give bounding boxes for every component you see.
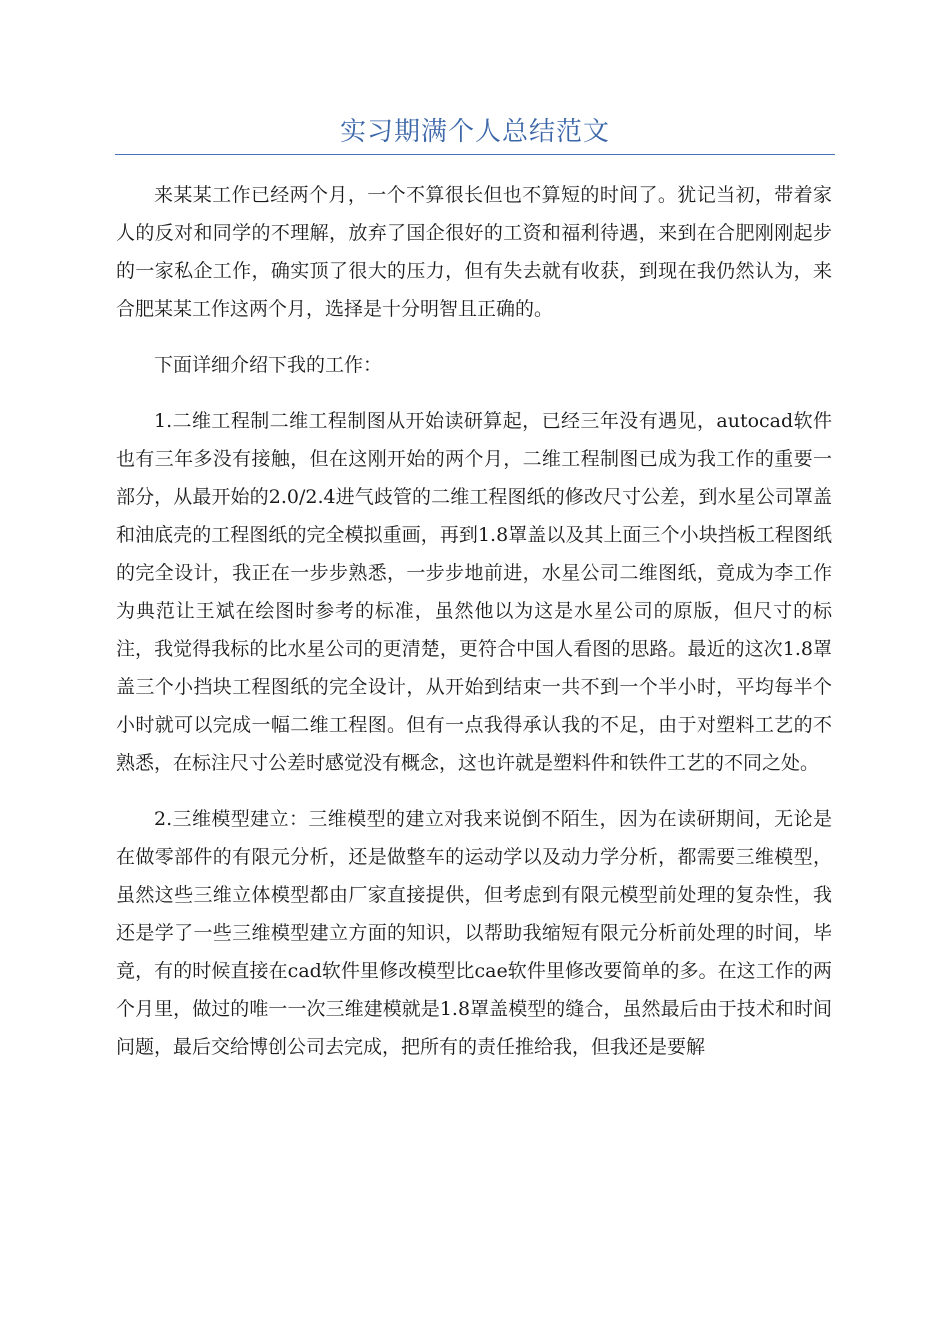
paragraph-3d-model: 2.三维模型建立：三维模型的建立对我来说倒不陌生，因为在读研期间，无论是在做零部件的有限元分析，还是做整车的运动学以及动力学分析，都需要三维模型，虽然这些三维立体模型都由厂家直接提供，但考虑到有限元模型前处理的复杂性，我还是学了一些三维模型建立方面的知识，以帮助我缩短有限元分析前处理的时间，毕竟，有的时候直接在cad软件里修改模型比cae软件里修改要简单的多。在这工作的两个月里，做过的唯一一次三维建模就是1.8罩盖模型的缝合，虽然最后由于技术和时间问题，最后交给博创公司去完成，把所有的责任推给我，但我还是要解 (116, 808, 832, 1058)
paragraph-heading: 下面详细介绍下我的工作： (154, 354, 383, 376)
title-underline (115, 154, 835, 155)
page-title: 实习期满个人总结范文 (339, 117, 610, 147)
paragraph-2d-drawing: 1.二维工程制二维工程制图从开始读研算起，已经三年没有遇见，autocad软件也有三年多没有接触，但在这刚开始的两个月，二维工程制图已成为我工作的重要一部分，从最开始的2.0/2.4进气歧管的二维工程图纸的修改尺寸公差，到水星公司罩盖和油底壳的工程图纸的完全模拟重画，再到1.8罩盖以及其上面三个小块挡板工程图纸的完全设计，我正在一步步熟悉，一步步地前进，水星公司二维图纸，竟成为李工作为典范让王斌在绘图时参考的标准，虽然他以为这是水星公司的原版，但尺寸的标注，我觉得我标的比水星公司的更清楚，更符合中国人看图的思路。最近的这次1.8罩盖三个小挡块工程图纸的完全设计，从开始到结束一共不到一个半小时，平均每半个小时就可以完成一幅二维工程图。但有一点我得承认我的不足，由于对塑料工艺的不熟悉，在标注尺寸公差时感觉没有概念，这也许就是塑料件和铁件工艺的不同之处。 (116, 410, 832, 774)
paragraph-intro: 来某某工作已经两个月，一个不算很长但也不算短的时间了。犹记当初，带着家人的反对和同学的不理解，放弃了国企很好的工资和福利待遇，来到在合肥刚刚起步的一家私企工作，确实顶了很大的压力，但有失去就有收获，到现在我仍然认为，来合肥某某工作这两个月，选择是十分明智且正确的。 (116, 184, 832, 320)
document-body (116, 176, 832, 1084)
